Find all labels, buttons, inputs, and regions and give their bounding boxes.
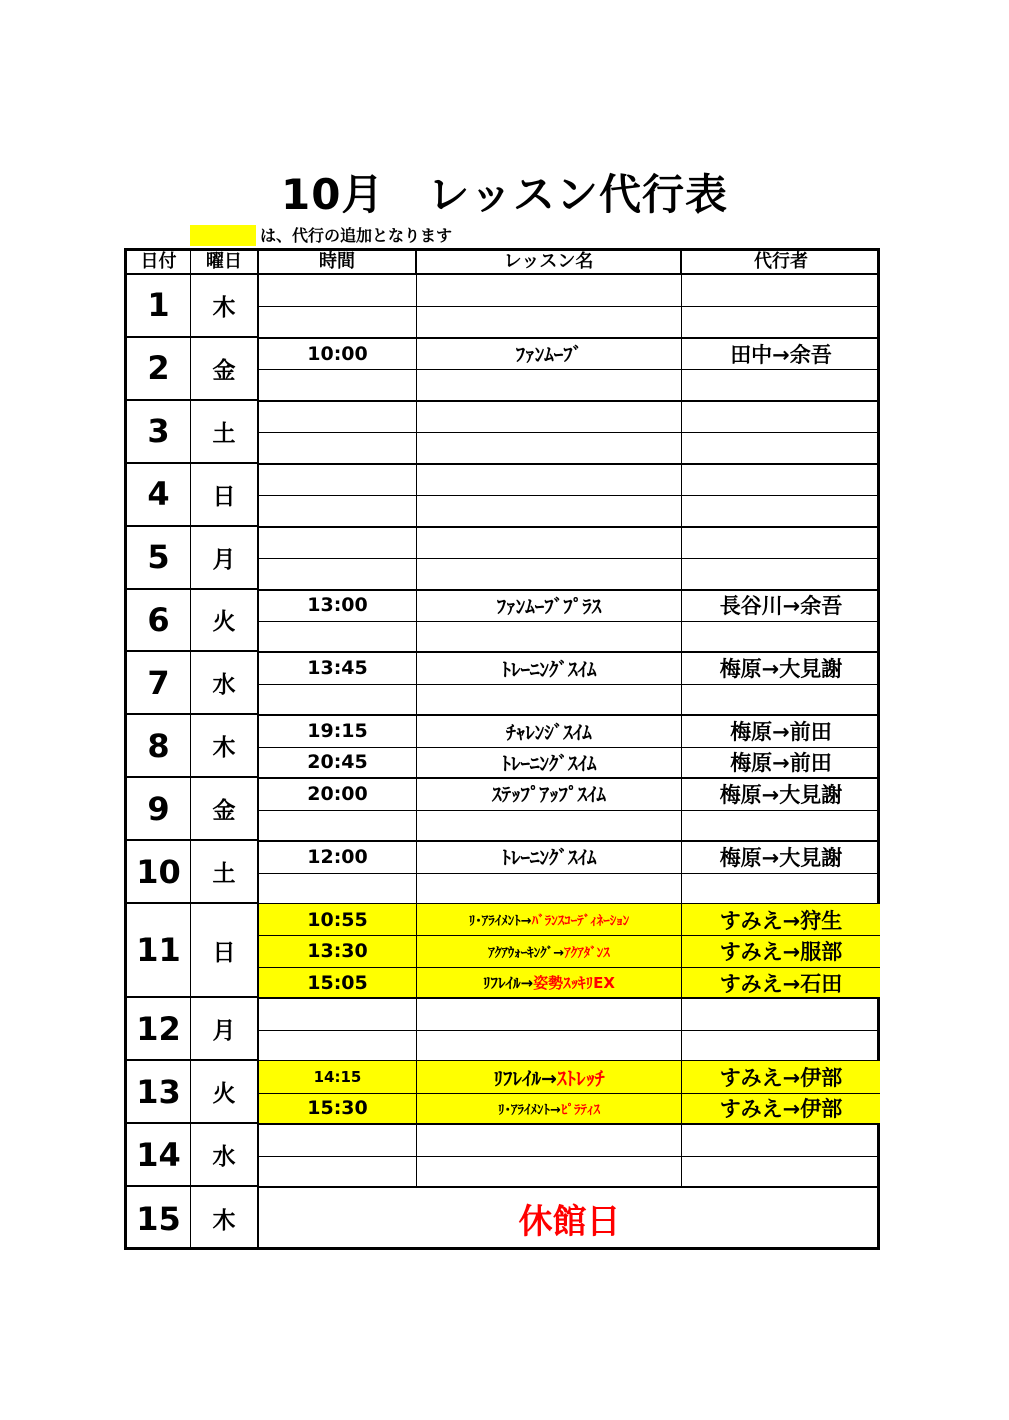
weekday-cell: 火 [191,1061,259,1124]
time-cell [259,432,417,463]
lesson-cell [417,810,682,841]
lesson-original: ﾘ･ｱﾗｲﾒﾝﾄ→ [498,1102,561,1118]
weekday-cell: 日 [191,464,259,527]
substitute-cell [682,1030,880,1061]
substitute-cell [682,998,880,1029]
lesson-cell [417,1030,682,1061]
row-divider [259,621,880,622]
substitute-table [124,248,880,1250]
weekday-cell: 土 [191,841,259,904]
row-divider [259,495,880,496]
time-cell: 14:15 [259,1061,417,1092]
time-cell [259,401,417,432]
date-cell: 12 [127,998,191,1061]
substitute-cell [682,275,880,306]
lesson-cell [417,935,682,966]
substitute-cell [682,369,880,400]
time-cell [259,810,417,841]
weekday-cell: 火 [191,590,259,653]
time-cell: 15:30 [259,1093,417,1124]
header-lesson: レッスン名 [417,251,682,275]
substitute-cell [682,401,880,432]
closed-label: 休館日 [518,1202,621,1243]
weekday-cell: 月 [191,527,259,590]
substitute-cell: 梅原→大見謝 [719,657,843,682]
weekday-cell: 木 [191,715,259,778]
substitute-cell: 長谷川→余吾 [719,594,843,619]
date-cell: 3 [127,401,191,464]
legend-swatch [190,225,256,246]
row-divider [259,432,880,433]
row-divider [259,306,880,307]
row-divider [259,935,880,936]
weekday-cell: 金 [191,338,259,401]
weekday-cell: 木 [191,275,259,338]
substitute-cell: 田中→余吾 [730,342,832,367]
weekday-cell: 金 [191,778,259,841]
time-cell [259,464,417,495]
substitute-cell: 梅原→前田 [730,720,832,745]
weekday-cell: 水 [191,1124,259,1187]
time-cell [259,1124,417,1155]
weekday-cell: 木 [191,1187,259,1250]
legend-text: は、代行の追加となります [260,226,453,245]
date-cell: 13 [127,1061,191,1124]
substitute-cell [682,873,880,904]
row-divider [259,873,880,874]
time-cell: 13:00 [259,590,417,621]
lesson-cell [417,464,682,495]
lesson-cell [417,558,682,589]
lesson-replacement: ﾋﾟﾗﾃｨｽ [560,1102,600,1118]
time-cell: 13:30 [259,935,417,966]
substitute-cell [682,306,880,337]
lesson-original: ﾘﾌﾚｲﾙ→ [493,1067,557,1090]
substitute-cell: すみえ→伊部 [682,1061,880,1092]
lesson-cell [417,621,682,652]
date-cell: 2 [127,338,191,401]
time-cell [259,306,417,337]
lesson-cell [417,527,682,558]
date-cell: 9 [127,778,191,841]
substitute-cell [682,684,880,715]
lesson-cell [417,998,682,1029]
lesson-replacement: ｱｸｱﾀﾞﾝｽ [564,945,610,961]
substitute-cell: すみえ→伊部 [682,1093,880,1124]
substitute-cell: すみえ→狩生 [682,904,880,935]
substitute-cell: すみえ→石田 [682,967,880,998]
row-divider [259,1030,880,1031]
lesson-replacement: ﾊﾞﾗﾝｽｺｰﾃﾞｨﾈｰｼｮﾝ [531,914,630,930]
time-cell [259,998,417,1029]
date-cell: 10 [127,841,191,904]
lesson-cell [417,495,682,526]
header-substitute: 代行者 [682,251,880,275]
lesson-cell [417,904,682,935]
weekday-cell: 日 [191,904,259,998]
lesson-cell [417,306,682,337]
time-cell: 20:45 [259,747,417,778]
date-cell: 7 [127,652,191,715]
row-divider [259,684,880,685]
time-cell: 19:15 [259,715,417,746]
time-cell [259,873,417,904]
lesson-replacement: ｽﾄﾚｯﾁ [556,1067,605,1090]
time-cell [259,621,417,652]
time-cell [259,684,417,715]
lesson-cell: ﾌｧﾝﾑｰﾌﾞﾌﾟﾗｽ [417,590,682,621]
weekday-cell: 水 [191,652,259,715]
time-cell [259,495,417,526]
date-cell: 15 [127,1187,191,1250]
time-cell [259,369,417,400]
time-cell: 12:00 [259,841,417,872]
substitute-cell [682,432,880,463]
lesson-cell [417,369,682,400]
time-cell [259,275,417,306]
weekday-cell: 土 [191,401,259,464]
substitute-cell [682,810,880,841]
row-divider [259,967,880,968]
row-divider [259,747,880,748]
lesson-cell: ﾄﾚｰﾆﾝｸﾞｽｲﾑ [417,841,682,872]
date-cell: 6 [127,590,191,653]
lesson-cell: ﾄﾚｰﾆﾝｸﾞｽｲﾑ [417,652,682,683]
row-divider [259,810,880,811]
row-divider [259,558,880,559]
time-cell: 20:00 [259,778,417,809]
lesson-cell [417,401,682,432]
lesson-cell [417,1061,682,1092]
substitute-cell [682,621,880,652]
time-cell: 10:00 [259,338,417,369]
substitute-cell: 梅原→前田 [730,751,832,776]
date-cell: 1 [127,275,191,338]
time-cell: 15:05 [259,967,417,998]
lesson-cell: ﾄﾚｰﾆﾝｸﾞｽｲﾑ [417,747,682,778]
lesson-cell [417,432,682,463]
substitute-cell: 梅原→大見謝 [719,845,843,870]
lesson-cell [417,967,682,998]
row-divider [259,1093,880,1094]
lesson-cell [417,275,682,306]
header-date: 日付 [127,251,191,275]
lesson-cell [417,1156,682,1187]
header-time: 時間 [259,251,417,275]
substitute-cell [682,495,880,526]
lesson-original: ﾘﾌﾚｲﾙ→ [483,974,534,993]
header-weekday: 曜日 [191,251,259,275]
time-cell [259,558,417,589]
lesson-cell: ﾁｬﾚﾝｼﾞｽｲﾑ [417,715,682,746]
date-cell: 4 [127,464,191,527]
row-divider [259,369,880,370]
lesson-cell [417,684,682,715]
date-cell: 11 [127,904,191,998]
lesson-cell [417,873,682,904]
substitute-cell [682,1156,880,1187]
substitute-cell [682,464,880,495]
lesson-cell: ﾌｧﾝﾑｰﾌﾞ [417,338,682,369]
time-cell [259,527,417,558]
lesson-cell [417,1093,682,1124]
date-cell: 14 [127,1124,191,1187]
substitute-cell: 梅原→大見謝 [719,782,843,807]
lesson-cell: ｽﾃｯﾌﾟｱｯﾌﾟｽｲﾑ [417,778,682,809]
date-cell: 8 [127,715,191,778]
page-title: 10月 レッスン代行表 [280,170,729,219]
lesson-original: ﾘ･ｱﾗｲﾒﾝﾄ→ [468,914,532,930]
substitute-cell: すみえ→服部 [682,935,880,966]
lesson-cell [417,1124,682,1155]
substitute-cell [682,558,880,589]
weekday-cell: 月 [191,998,259,1061]
time-cell: 10:55 [259,904,417,935]
row-divider [259,1156,880,1157]
time-cell: 13:45 [259,652,417,683]
substitute-cell [682,1124,880,1155]
lesson-original: ｱｸｱｳｫｰｷﾝｸﾞ→ [488,945,565,961]
lesson-replacement: 姿勢ｽｯｷﾘEX [533,974,615,993]
time-cell [259,1030,417,1061]
time-cell [259,1156,417,1187]
substitute-cell [682,527,880,558]
date-cell: 5 [127,527,191,590]
